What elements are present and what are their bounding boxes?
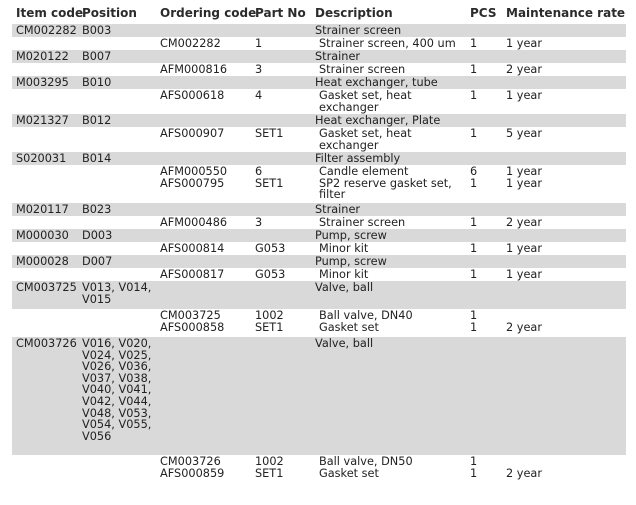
position-cell: D003 — [82, 229, 113, 242]
item-code-cell: CM003726 — [16, 337, 77, 350]
pcs-cell: 1 — [470, 216, 478, 229]
description-cell: Minor kit — [319, 242, 369, 255]
header-position: Position — [82, 6, 137, 20]
ordering-code-cell: AFM000816 — [160, 63, 228, 76]
description-cell: Strainer screen — [319, 216, 406, 229]
maintenance-rate-cell: 2 year — [506, 63, 542, 76]
description-cell: Strainer screen — [315, 24, 402, 37]
header-part-no: Part No — [255, 6, 306, 20]
maintenance-rate-cell: 1 year — [506, 268, 542, 281]
position-cell: B007 — [82, 50, 112, 63]
table-row-part — [12, 37, 626, 50]
table-row-part — [12, 127, 626, 152]
item-code-cell: M003295 — [16, 76, 69, 89]
part-no-cell: 6 SET1 — [255, 165, 284, 190]
pcs-cell: 1 1 — [470, 455, 478, 480]
description-cell: Ball valve, DN50 Gasket set — [319, 455, 413, 480]
table-header — [12, 4, 626, 24]
maintenance-rate-cell: 2 year — [506, 466, 542, 480]
description-cell: Ball valve, DN40 Gasket set — [319, 309, 413, 334]
table-row-part — [12, 89, 626, 114]
table-row-group — [12, 114, 626, 127]
ordering-code-cell: CM002282 — [160, 37, 221, 50]
description-cell: Heat exchanger, tube — [315, 76, 438, 89]
description-cell: Gasket set, heat exchanger — [319, 127, 412, 152]
maintenance-rate-cell: 1 year — [506, 37, 542, 50]
description-cell: Pump, screw — [315, 229, 387, 242]
position-cell: B003 — [82, 24, 112, 37]
item-code-cell: CM003725 — [16, 281, 77, 294]
header-maintenance-rate: Maintenance rate — [506, 6, 626, 20]
table-row-group — [12, 281, 626, 309]
pcs-cell: 1 — [470, 268, 478, 281]
maintenance-rate-cell: 1 year 1 year — [506, 165, 542, 190]
table-row-group — [12, 76, 626, 89]
description-cell: Valve, ball — [315, 337, 374, 350]
table-row-group — [12, 50, 626, 63]
header-ordering-code: Ordering code — [160, 6, 257, 20]
description-cell: Valve, ball — [315, 281, 374, 294]
item-code-cell: CM002282 — [16, 24, 77, 37]
table-row-part — [12, 165, 626, 203]
description-cell: Pump, screw — [315, 255, 387, 268]
ordering-code-cell: AFS000618 — [160, 89, 225, 102]
description-cell: Candle element SP2 reserve gasket set, filter — [319, 165, 452, 202]
position-cell: B010 — [82, 76, 112, 89]
part-no-cell: 1 — [255, 37, 263, 50]
table-row-group — [12, 255, 626, 268]
table-row-group — [12, 24, 626, 37]
pcs-cell: 1 1 — [470, 309, 478, 334]
table-row-part — [12, 242, 626, 255]
maintenance-rate-cell: 5 year — [506, 127, 542, 140]
item-code-cell: S020031 — [16, 152, 67, 165]
ordering-code-cell: AFM000550 AFS000795 — [160, 165, 228, 190]
description-cell: Minor kit — [319, 268, 369, 281]
ordering-code-cell: AFM000486 — [160, 216, 228, 229]
part-no-cell: 4 — [255, 89, 263, 102]
table-row-group — [12, 337, 626, 455]
header-item-code: Item code — [16, 6, 84, 20]
pcs-cell: 1 — [470, 89, 478, 102]
maintenance-parts-table — [12, 4, 626, 485]
maintenance-rate-cell: 2 year — [506, 320, 542, 334]
maintenance-rate-cell: 1 year — [506, 89, 542, 102]
position-cell: V013, V014, V015 — [82, 281, 152, 306]
description-cell: Strainer screen, 400 um — [319, 37, 456, 50]
table-row-part — [12, 63, 626, 76]
table-row-part — [12, 455, 626, 485]
pcs-cell: 1 — [470, 37, 478, 50]
description-cell: Gasket set, heat exchanger — [319, 89, 412, 114]
description-cell: Heat exchanger, Plate — [315, 114, 441, 127]
position-cell: B023 — [82, 203, 112, 216]
header-description: Description — [315, 6, 393, 20]
part-no-cell: 3 — [255, 216, 263, 229]
part-no-cell: SET1 — [255, 127, 284, 140]
table-row-part — [12, 309, 626, 337]
item-code-cell: M020117 — [16, 203, 69, 216]
table-row-group — [12, 152, 626, 165]
pcs-cell: 1 — [470, 127, 478, 140]
description-cell: Filter assembly — [315, 152, 401, 165]
pcs-cell: 1 — [470, 242, 478, 255]
ordering-code-cell: CM003725 AFS000858 — [160, 309, 225, 334]
maintenance-rate-cell: 1 year — [506, 242, 542, 255]
part-no-cell: 1002 SET1 — [255, 455, 284, 480]
maintenance-rate-cell: 2 year — [506, 216, 542, 229]
table-row-group — [12, 229, 626, 242]
item-code-cell: M000030 — [16, 229, 69, 242]
ordering-code-cell: AFS000814 — [160, 242, 225, 255]
description-cell: Strainer screen — [319, 63, 406, 76]
pcs-cell: 6 1 — [470, 165, 478, 190]
position-cell: V016, V020, V024, V025, V026, V036, V037, V038, V040, V041, V042, V044, V048, V053, V054, V055, V056 — [82, 337, 152, 443]
ordering-code-cell: AFS000907 — [160, 127, 225, 140]
position-cell: B014 — [82, 152, 112, 165]
item-code-cell: M021327 — [16, 114, 69, 127]
part-no-cell: 1002 SET1 — [255, 309, 284, 334]
part-no-cell: G053 — [255, 268, 286, 281]
part-no-cell: G053 — [255, 242, 286, 255]
ordering-code-cell: CM003726 AFS000859 — [160, 455, 225, 480]
description-cell: Strainer — [315, 203, 361, 216]
description-cell: Strainer — [315, 50, 361, 63]
pcs-cell: 1 — [470, 63, 478, 76]
item-code-cell: M020122 — [16, 50, 69, 63]
table-row-part — [12, 268, 626, 281]
position-cell: D007 — [82, 255, 113, 268]
position-cell: B012 — [82, 114, 112, 127]
table-body — [12, 24, 626, 485]
ordering-code-cell: AFS000817 — [160, 268, 225, 281]
header-pcs: PCS — [470, 6, 497, 20]
part-no-cell: 3 — [255, 63, 263, 76]
item-code-cell: M000028 — [16, 255, 69, 268]
table-row-part — [12, 216, 626, 229]
table-row-group — [12, 203, 626, 216]
